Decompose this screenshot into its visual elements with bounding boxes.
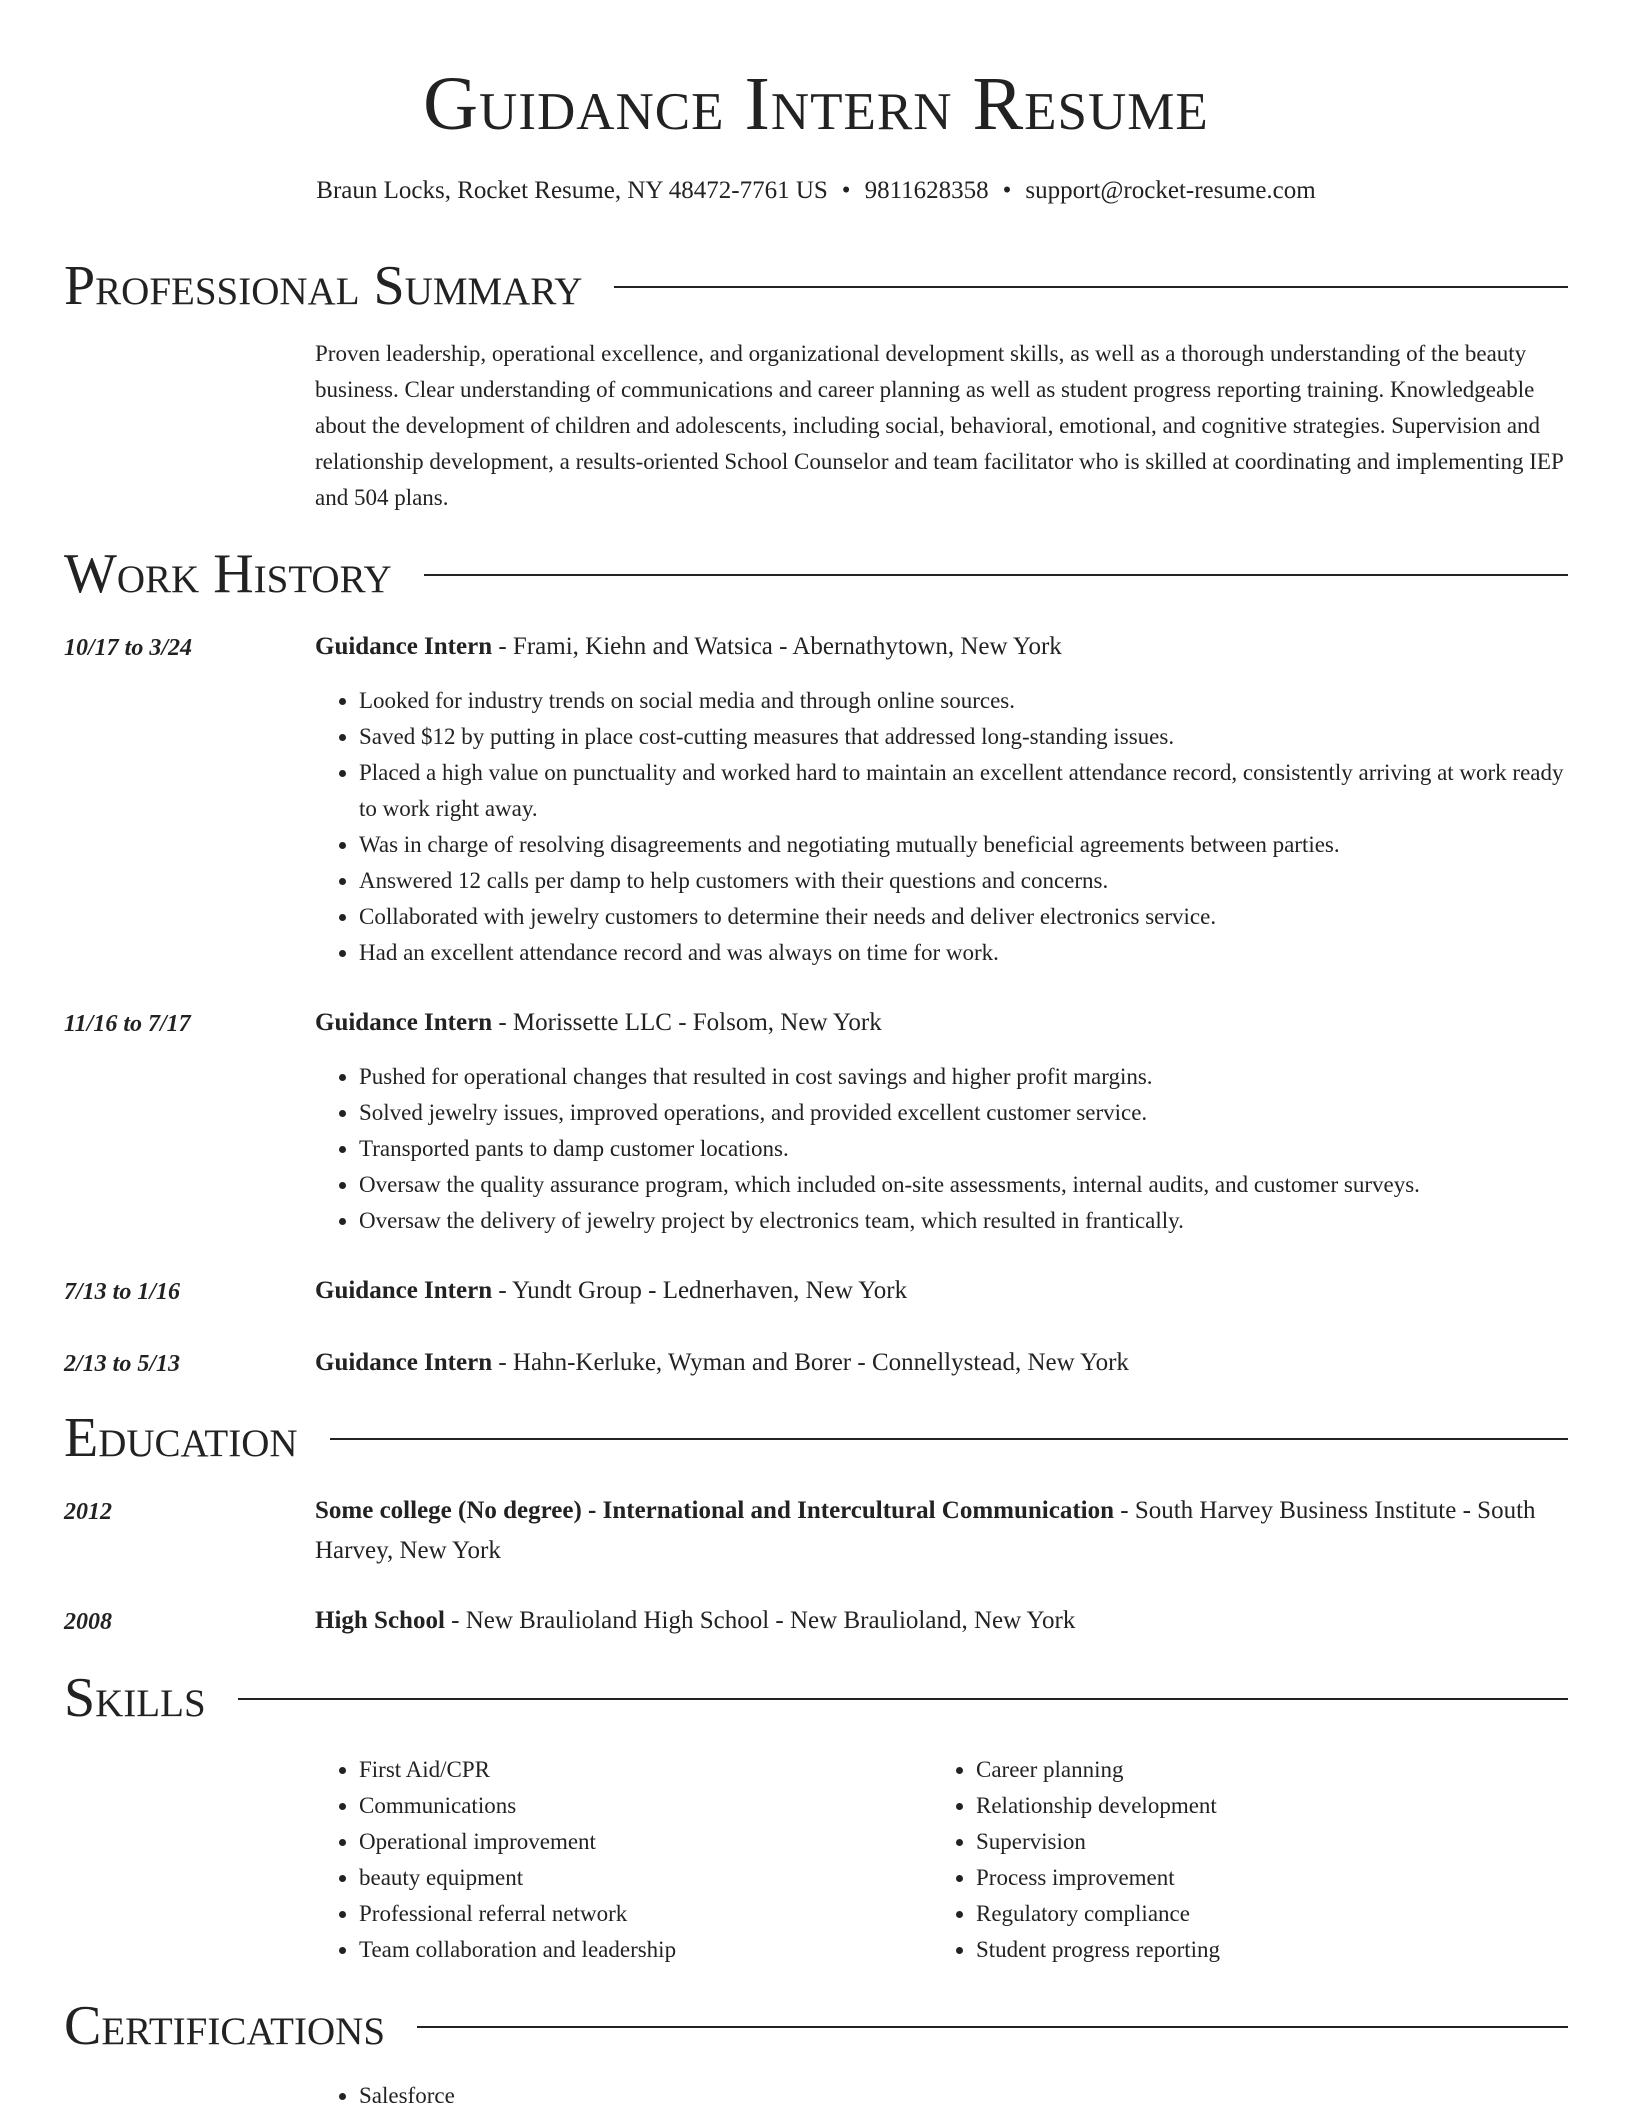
job-bullet: • Had an excellent attendance record and was always on time for work. [359,935,1568,971]
skill-item: • Professional referral network [359,1896,919,1932]
job-bullets [315,1059,1568,1239]
summary-section-title: Professional Summary [64,255,583,317]
job-bullet: • Oversaw the quality assurance program, which included on-site assessments, internal audits, and customer surveys. [359,1167,1568,1203]
job-bullet: • Solved jewelry issues, improved operations, and provided excellent customer service. [359,1095,1568,1131]
job-bullet: • Collaborated with jewelry customers to determine their needs and deliver electronics service. [359,899,1568,935]
certifications-section-heading [64,1992,1568,2060]
skill-item: • Relationship development [976,1788,1536,1824]
section-divider [614,286,1568,288]
skills-section-title: Skills [64,1667,206,1729]
job-role: Guidance Intern [315,1349,493,1376]
work-section-title: Work History [64,543,392,605]
education-year: 2008 [64,1609,112,1635]
job-heading [315,1343,1568,1383]
education-section-title: Education [64,1407,298,1469]
job-dates: 2/13 to 5/13 [64,1351,181,1377]
job-heading [315,1003,1568,1043]
job-bullet: • Answered 12 calls per damp to help customers with their questions and concerns. [359,863,1568,899]
job-detail: - Morissette LLC - Folsom, New York [492,1009,882,1036]
job-role: Guidance Intern [315,1277,493,1304]
work-section-heading [64,540,1568,608]
job-bullet: • Placed a high value on punctuality and worked hard to maintain an excellent attendance record, consistently arriving at work ready to work right away. [359,755,1568,827]
skill-item: • Team collaboration and leadership [359,1932,919,1968]
section-divider [417,2026,1568,2028]
contact-separator: • [841,177,851,204]
certification-item: • Salesforce [359,2078,919,2114]
education-degree: Some college (No degree) - International and Intercultural Communication [315,1497,1114,1524]
contact-email: support@rocket-resume.com [1025,177,1316,204]
job-bullets [315,683,1568,971]
job-bullet: • Pushed for operational changes that resulted in cost savings and higher profit margins. [359,1059,1568,1095]
education-detail: - New Braulioland High School - New Braulioland, New York [444,1607,1076,1634]
skill-item: • First Aid/CPR [359,1752,919,1788]
job-detail: - Hahn-Kerluke, Wyman and Borer - Connellystead, New York [492,1349,1129,1376]
skills-list-left [315,1752,919,1968]
education-degree: High School [315,1607,445,1634]
summary-section-heading [64,252,1568,320]
skills-list-right [932,1752,1536,1968]
job-bullet: • Transported pants to damp customer locations. [359,1131,1568,1167]
skill-item: • Regulatory compliance [976,1896,1536,1932]
job-detail: - Frami, Kiehn and Watsica - Abernathytown, New York [492,633,1062,660]
job-bullet: • Looked for industry trends on social media and through online sources. [359,683,1568,719]
section-divider [238,1698,1568,1700]
job-role: Guidance Intern [315,633,493,660]
job-role: Guidance Intern [315,1009,493,1036]
education-year: 2012 [64,1499,112,1525]
certifications-list [315,2078,919,2114]
job-dates: 7/13 to 1/16 [64,1279,181,1305]
summary-text: Proven leadership, operational excellence, and organizational development skills, as well as a thorough understanding of the beauty business. Clear understanding of communications and career planning as well as student progress reporting training. Knowledgeable about the development of children and adolescents, including social, behavioral, emotional, and cognitive strategies. Supervision and relationship development, a results-oriented School Counselor and team facilitator who is skilled at coordinating and implementing IEP and 504 plans. [315,341,1563,510]
skill-item: • Process improvement [976,1860,1536,1896]
job-dates: 11/16 to 7/17 [64,1011,191,1037]
contact-separator: • [1002,177,1012,204]
section-divider [424,574,1568,576]
skill-item: • Student progress reporting [976,1932,1536,1968]
skill-item: • Operational improvement [359,1824,919,1860]
skill-item: • beauty equipment [359,1860,919,1896]
contact-address: Braun Locks, Rocket Resume, NY 48472-7761 US [316,177,828,204]
skills-section-heading [64,1664,1568,1732]
job-heading [315,627,1568,667]
job-dates: 10/17 to 3/24 [64,635,193,661]
education-detail: - South Harvey Business Institute - South Harvey, New York [315,1497,1536,1564]
skill-item: • Supervision [976,1824,1536,1860]
certifications-section-title: Certifications [64,1995,386,2057]
contact-line [0,172,1632,210]
job-bullet: • Was in charge of resolving disagreements and negotiating mutually beneficial agreements between parties. [359,827,1568,863]
job-detail: - Yundt Group - Lednerhaven, New York [492,1277,908,1304]
contact-phone: 9811628358 [864,177,989,204]
education-section-heading [64,1404,1568,1472]
job-heading [315,1271,1568,1311]
section-divider [330,1438,1568,1440]
education-entry [315,1601,1568,1641]
education-entry [315,1491,1568,1571]
job-bullet: • Oversaw the delivery of jewelry project by electronics team, which resulted in frantically. [359,1203,1568,1239]
skill-item: • Communications [359,1788,919,1824]
resume-title: Guidance Intern Resume [423,62,1209,146]
skill-item: • Career planning [976,1752,1536,1788]
job-bullet: • Saved $12 by putting in place cost-cutting measures that addressed long-standing issues. [359,719,1568,755]
